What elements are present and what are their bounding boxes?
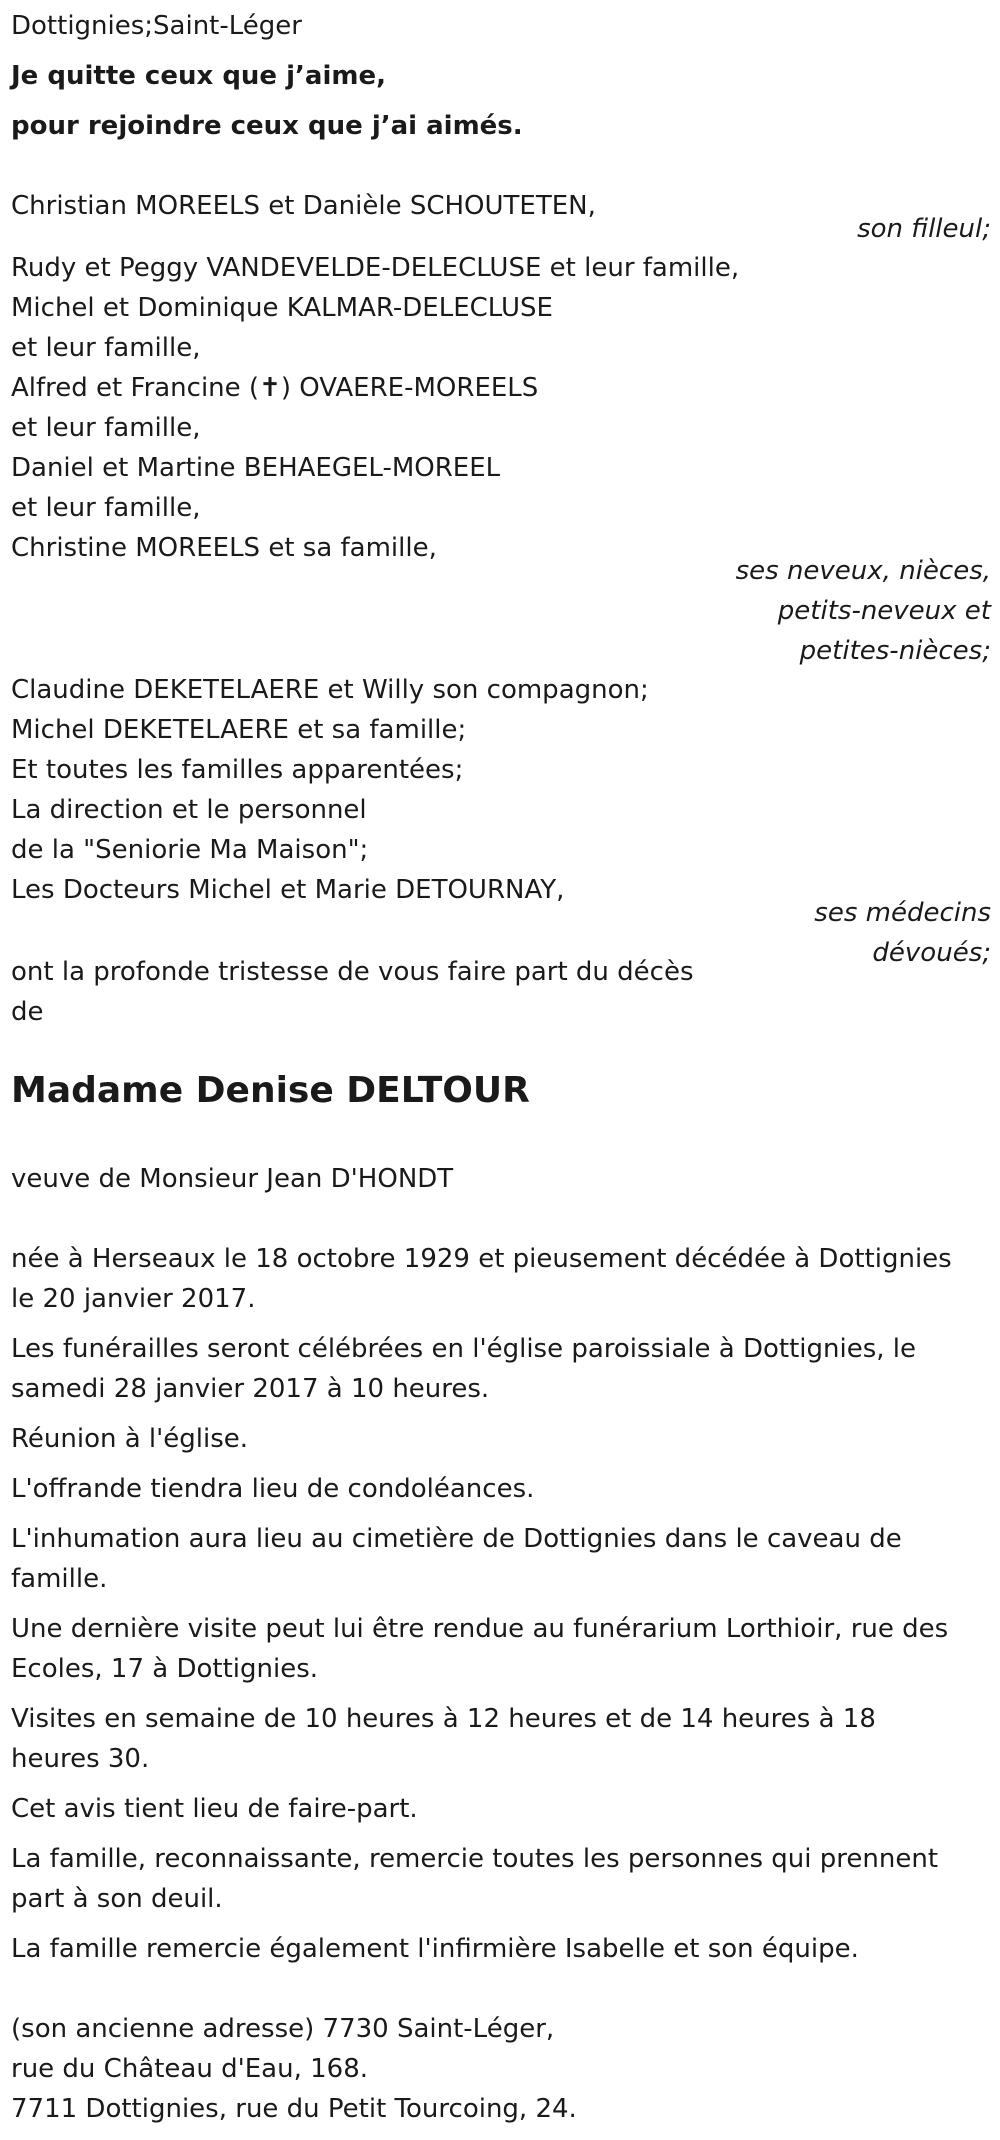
announcement-line-1: ont la profonde tristesse de vous faire part du décès	[11, 957, 694, 987]
relative-line: et leur famille,	[11, 333, 201, 363]
detail-paragraph: L'inhumation aura lieu au cimetière de Dottignies dans le caveau de famille.	[11, 1524, 902, 1594]
detail-paragraph: Réunion à l'église.	[11, 1424, 249, 1454]
relative-line: Alfred et Francine (✝) OVAERE-MOREELS	[11, 373, 539, 403]
detail-paragraph: La famille, reconnaissante, remercie toutes les personnes qui prennent part à son deuil.	[11, 1844, 939, 1914]
doctors-role-line: ses médecins	[814, 898, 991, 928]
detail-paragraph: Les funérailles seront célébrées en l'église paroissiale à Dottignies, le samedi 28 janvier 2017 à 10 heures.	[11, 1334, 916, 1404]
deceased-name: Madame Denise DELTOUR	[11, 1070, 530, 1111]
relative-line: et leur famille,	[11, 413, 201, 443]
relative-line: Rudy et Peggy VANDEVELDE-DELECLUSE et leur famille,	[11, 253, 740, 283]
relatives-role-line: petites-nièces;	[799, 636, 991, 666]
relative-line: Daniel et Martine BEHAEGEL-MOREEL	[11, 453, 501, 483]
address-line-2: rue du Château d'Eau, 168.	[11, 2054, 369, 2084]
detail-paragraph: née à Herseaux le 18 octobre 1929 et pieusement décédée à Dottignies le 20 janvier 2017.	[11, 1244, 952, 1314]
godfather-name: Christian MOREELS et Danièle SCHOUTETEN,	[11, 191, 596, 221]
other-line: Et toutes les familles apparentées;	[11, 755, 464, 785]
relative-line: Michel et Dominique KALMAR-DELECLUSE	[11, 293, 553, 323]
other-line: Les Docteurs Michel et Marie DETOURNAY,	[11, 875, 565, 905]
location-header: Dottignies;Saint-Léger	[11, 11, 302, 41]
godfather-role: son filleul;	[857, 214, 991, 244]
detail-paragraph: La famille remercie également l'infirmière Isabelle et son équipe.	[11, 1934, 859, 1964]
relative-line: et leur famille,	[11, 493, 201, 523]
address-line-3: 7711 Dottignies, rue du Petit Tourcoing, 24.	[11, 2094, 577, 2124]
address-line-1: (son ancienne adresse) 7730 Saint-Léger,	[11, 2014, 555, 2044]
other-line: Michel DEKETELAERE et sa famille;	[11, 715, 467, 745]
other-line: La direction et le personnel	[11, 795, 367, 825]
detail-paragraph: Une dernière visite peut lui être rendue au funérarium Lorthioir, rue des Ecoles, 17 à Dottignies.	[11, 1614, 949, 1684]
relative-line: Christine MOREELS et sa famille,	[11, 533, 437, 563]
quote-line-2: pour rejoindre ceux que j’ai aimés.	[11, 111, 523, 141]
detail-paragraph: Cet avis tient lieu de faire-part.	[11, 1794, 418, 1824]
detail-paragraph: Visites en semaine de 10 heures à 12 heures et de 14 heures à 18 heures 30.	[11, 1704, 876, 1774]
announcement-line-2: de	[11, 997, 44, 1027]
doctors-role-line: dévoués;	[872, 938, 991, 968]
other-line: Claudine DEKETELAERE et Willy son compagnon;	[11, 675, 649, 705]
detail-paragraph: L'offrande tiendra lieu de condoléances.	[11, 1474, 535, 1504]
relatives-role-line: petits-neveux et	[777, 596, 991, 626]
quote-line-1: Je quitte ceux que j’aime,	[11, 61, 386, 91]
widow-of: veuve de Monsieur Jean D'HONDT	[11, 1164, 454, 1194]
other-line: de la "Seniorie Ma Maison";	[11, 835, 369, 865]
relatives-role-line: ses neveux, nièces,	[735, 556, 991, 586]
